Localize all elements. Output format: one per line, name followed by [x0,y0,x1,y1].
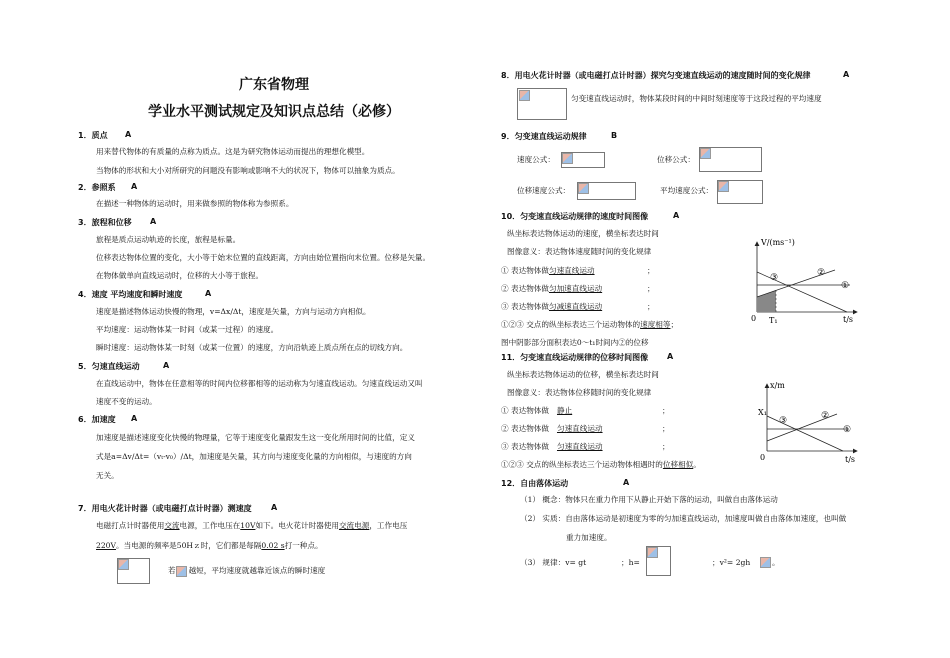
s10-row1: ① 表达物体做匀速直线运动 ； [501,266,655,275]
s7-level: A [271,503,278,512]
s11-level: A [667,352,674,361]
velocity-time-graph [735,232,870,327]
s12-line3: 重力加速度。 [566,533,612,542]
s1-line2: 当物体的形状和大小对所研究的问题没有影响或影响不大的状况下，物体可以抽象为质点。 [96,166,400,175]
s5-level: A [163,361,170,370]
s11-line1: 纵坐标表达物体运动的位移，横坐标表达时间 [507,370,659,379]
s9-velocity-label: 速度公式： [517,155,555,164]
s10-line6: ①②③ 交点的纵坐标表达三个运动物体的速度相等； [501,320,679,329]
s2-level: A [131,182,138,191]
formula-image-icon [578,183,589,194]
origin-label: 0 [760,453,766,462]
s11-row3: ③ 表达物体做 匀速直线运动 ； [501,442,670,451]
y-label: V/(ms⁻¹) [761,238,795,247]
s11-row1: ① 表达物体做 静止 ； [501,406,670,415]
s12-heading: 12．自由落体运动 [501,479,569,488]
s3-line3: 在物体做单向直线运动时，位移的大小等于旅程。 [96,271,264,280]
s9-displacement-label: 位移公式： [657,155,695,164]
s12-law-end: 。 [772,558,780,567]
s1-level: A [125,130,132,139]
s10-line1: 纵坐标表达物体运动的速度，横坐标表达时间 [507,229,659,238]
label-2: ② [821,411,830,421]
s1-heading: 1．质点 [78,131,108,140]
s3-heading: 3．旅程和位移 [78,218,132,227]
formula-image-icon [519,90,530,101]
formula-image-icon [760,557,771,568]
displacement-time-graph [745,376,870,466]
s5-line1: 在直线运动中，物体在任意相等的时间内位移都相等的运动称为匀速直线运动。匀速直线运动又叫 [96,379,423,388]
s11-line6: ①②③ 交点的纵坐标表达三个运动物体相遇时的位移相似。 [501,460,701,469]
s6-heading: 6．加速度 [78,415,116,424]
s11-heading: 11．匀变速直线运动规律的位移时间图像 [501,353,649,362]
label-2: ② [817,268,826,278]
s10-row3: ③ 表达物体做匀减速直线运动 ； [501,302,655,311]
s5-heading: 5．匀速直线运动 [78,362,140,371]
s9-heading: 9．匀变速直线运动规律 [501,132,587,141]
formula-image-icon [176,566,187,577]
s12-line1: （1） 概念：物体只在重力作用下从静止开始下落的运动，叫做自由落体运动 [520,495,778,504]
s4-line1: 速度是描述物体运动快慢的物理，v=Δx/Δt，速度是矢量，方向与运动方向相似。 [96,307,371,316]
formula-image-icon [647,547,658,558]
t1-label: T₁ [769,316,778,325]
s10-heading: 10．匀变速直线运动规律的速度时间图像 [501,212,649,221]
s2-line1: 在描述一种物体的运动时，用来做参照的物体称为参照系。 [96,199,294,208]
s6-level: A [131,414,138,423]
formula-image-icon [562,153,573,164]
s12-level: A [623,478,630,487]
s6-line2: 式是a=Δv/Δt=（vₜ-v₀）/Δt，加速度是矢量，其方向与速度变化量的方向相似，与速度的方向 [96,452,412,461]
s10-row2: ② 表达物体做匀加速直线运动 ； [501,284,655,293]
s12-line2: （2） 实质：自由落体运动是初速度为零的匀加速直线运动，加速度叫做自由落体加速度，也叫做 [520,514,847,523]
s8-line1: 匀变速直线运动时，物体某段时间的中间时刻速度等于这段过程的平均速度 [571,94,822,103]
s9-disp-vel-label: 位移速度公式： [517,186,571,195]
s2-heading: 2．参照系 [78,183,116,192]
formula-image-icon [700,148,711,159]
s12-law-v: （3） 规律：v= gt [520,558,587,567]
s6-line1: 加速度是描述速度变化快慢的物理量，它等于速度变化量跟发生这一变化所用时间的比值，定义 [96,433,415,442]
s10-line2: 图像意义：表达物体速度随时间的变化规律 [507,247,652,256]
s12-law-v2: ；v²= 2gh [712,558,751,567]
s4-line2: 平均速度：运动物体某一时间（或某一过程）的速度。 [96,325,279,334]
origin-label: 0 [751,314,757,323]
s5-line2: 速度不变的运动。 [96,397,157,406]
s8-level: A [843,70,850,79]
shaded-area [757,290,776,312]
s9-level: B [611,131,618,140]
s7-line1: 电磁打点计时器使用交流电源，工作电压在10V如下。电火花计时器使用交流电源，工作电压 [96,521,408,530]
x-label: t/s [843,315,854,324]
s10-line7: 图中阴影部分面积表达0～t₁时间内②的位移 [501,338,649,347]
s8-heading: 8．用电火花计时器（或电磁打点计时器）探究匀变速直线运动的速度随时间的变化规律 [501,71,811,80]
s7-heading: 7．用电火花计时器（或电磁打点计时器）测速度 [78,504,252,513]
s4-level: A [205,289,212,298]
s12-law-h: ；h= [621,558,640,567]
s9-avg-vel-label: 平均速度公式： [660,186,714,195]
s6-line3: 无关。 [96,471,119,480]
label-1: ① [841,281,850,291]
s3-level: A [150,217,157,226]
formula-image-icon [118,559,129,570]
s3-line1: 旅程是质点运动轨迹的长度，旅程是标量。 [96,235,241,244]
s11-line2: 图像意义：表达物体位移随时间的变化规律 [507,388,652,397]
formula-image-icon [718,181,729,192]
s3-line2: 位移表达物体位置的变化，大小等于始末位置的直线距离，方向由始位置指向末位置。位移是矢量。 [96,253,431,262]
s4-heading: 4．速度 平均速度和瞬时速度 [78,290,183,299]
y-label: x/m [770,381,785,390]
s4-line3: 瞬时速度：运动物体某一时刻（或某一位置）的速度，方向沿轨迹上质点所在点的切线方向。 [96,343,408,352]
x-label: t/s [845,455,856,464]
title-main: 广东省物理 [239,77,309,93]
s7-line2: 220V。当电源的频率是50Hｚ时，它们都是每隔0.02 s打一种点。 [96,541,323,550]
label-3: ③ [770,273,779,283]
s11-row2: ② 表达物体做 匀速直线运动 ； [501,424,670,433]
x1-label: X₁ [758,408,767,417]
label-1: ① [843,425,852,435]
s10-level: A [673,211,680,220]
s1-line1: 用来替代物体的有质量的点称为质点。这是为研究物体运动而提出的理想化模型。 [96,147,370,156]
s7-line3: 若 越短，平均速度就越靠近该点的瞬时速度 [168,566,326,575]
label-3: ③ [779,416,788,426]
title-sub: 学业水平测试规定及知识点总结（必修） [148,104,400,120]
